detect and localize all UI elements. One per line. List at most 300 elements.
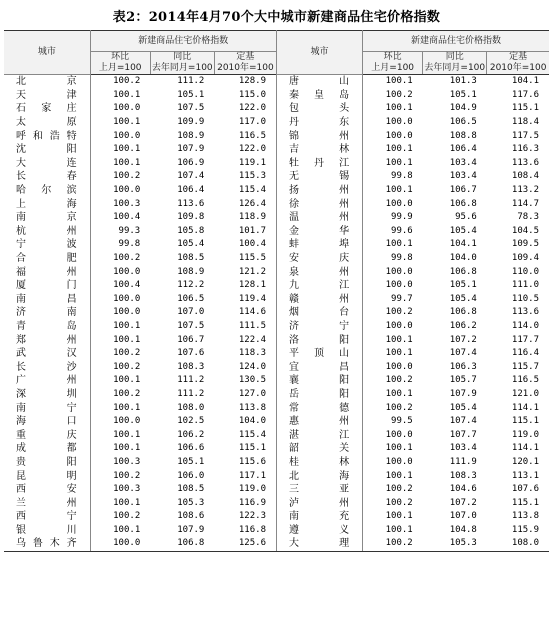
city-cell: 牡丹江: [276, 157, 362, 171]
yoy-cell: 108.0: [177, 402, 205, 413]
yoy-cell: 104.8: [449, 524, 477, 535]
mom-cell: 100.1: [385, 76, 413, 87]
yoy-cell: 107.9: [449, 388, 477, 399]
base-header-right: 定基 2010年=100: [487, 52, 549, 75]
base-cell: 111.5: [214, 320, 276, 334]
table-row: [4, 510, 549, 524]
city-cell: 南 充: [276, 510, 362, 524]
mom-cell: 100.0: [113, 185, 141, 196]
city-cell: 杭 州: [4, 225, 90, 239]
base-cell: 125.6: [214, 537, 276, 551]
city-cell: 北 京: [4, 75, 90, 89]
table-row: [4, 129, 549, 143]
mom-cell: 100.2: [113, 361, 141, 372]
base-cell: 122.3: [214, 510, 276, 524]
mom-cell: 100.0: [113, 103, 141, 114]
city-cell: 唐 山: [276, 75, 362, 89]
city-cell: 西 宁: [4, 510, 90, 524]
city-cell: 温 州: [276, 211, 362, 225]
base-cell: 118.4: [511, 117, 539, 128]
yoy-cell: 104.1: [449, 239, 477, 250]
city-cell: 泉 州: [276, 265, 362, 279]
base-cell: 122.4: [214, 333, 276, 347]
mom-cell: 100.1: [113, 402, 141, 413]
city-cell: 武 汉: [4, 347, 90, 361]
yoy-cell: 106.9: [177, 157, 205, 168]
base-cell: 113.8: [214, 401, 276, 415]
mom-cell: 100.2: [385, 375, 413, 386]
city-cell: 广 州: [4, 374, 90, 388]
mom-cell: 99.8: [391, 253, 413, 264]
base-cell: 114.7: [511, 198, 539, 209]
yoy-cell: 105.7: [449, 375, 477, 386]
mom-cell: 100.0: [113, 130, 141, 141]
yoy-cell: 106.3: [449, 361, 477, 372]
city-cell: 常 德: [276, 401, 362, 415]
mom-cell: 100.4: [113, 280, 141, 291]
base-cell: 120.1: [511, 456, 539, 467]
mom-cell: 100.0: [113, 416, 141, 427]
yoy-cell: 108.5: [177, 253, 205, 264]
base-cell: 113.2: [511, 185, 539, 196]
mom-cell: 99.3: [118, 225, 141, 236]
mom-cell: 100.1: [113, 117, 141, 128]
mom-cell: 100.1: [385, 103, 413, 114]
yoy-cell: 111.2: [177, 76, 205, 87]
base-cell: 119.0: [511, 429, 539, 440]
city-cell: 锦 州: [276, 129, 362, 143]
table-row: [4, 537, 549, 551]
city-cell: 包 头: [276, 102, 362, 116]
table-row: [4, 333, 549, 347]
yoy-cell: 107.0: [177, 307, 205, 318]
mom-cell: 100.1: [385, 185, 413, 196]
table-row: [4, 143, 549, 157]
mom-cell: 100.1: [385, 524, 413, 535]
mom-cell: 100.1: [113, 429, 141, 440]
city-cell: 天 津: [4, 89, 90, 103]
mom-cell: 99.6: [391, 225, 413, 236]
mom-cell: 100.1: [385, 388, 413, 399]
yoy-cell: 106.4: [449, 144, 477, 155]
mom-cell: 100.2: [385, 497, 413, 508]
mom-cell: 100.2: [113, 76, 141, 87]
base-cell: 111.0: [511, 280, 539, 291]
mom-cell: 100.1: [385, 511, 413, 522]
index-group-header-right: 新建商品住宅价格指数: [363, 31, 549, 52]
mom-cell: 99.5: [391, 416, 413, 427]
mom-cell: 100.0: [90, 537, 150, 551]
mom-cell: 100.0: [385, 361, 413, 372]
yoy-cell: 103.4: [449, 157, 477, 168]
base-cell: 115.3: [214, 170, 276, 184]
base-cell: 114.0: [511, 320, 539, 331]
mom-cell: 100.0: [385, 130, 413, 141]
mom-cell: 100.1: [113, 157, 141, 168]
mom-cell: 100.2: [113, 388, 141, 399]
base-cell: 114.6: [214, 306, 276, 320]
city-cell: 平顶山: [276, 347, 362, 361]
yoy-cell: 104.6: [449, 484, 477, 495]
base-cell: 100.4: [214, 238, 276, 252]
city-cell: 烟 台: [276, 306, 362, 320]
yoy-cell: 107.2: [449, 497, 477, 508]
base-cell: 113.6: [511, 307, 539, 318]
city-cell: 海 口: [4, 415, 90, 429]
mom-cell: 100.0: [385, 266, 413, 277]
city-cell: 蚌 埠: [276, 238, 362, 252]
city-cell: 哈尔滨: [4, 184, 90, 198]
city-cell: 遵 义: [276, 524, 362, 538]
yoy-cell: 109.8: [177, 212, 205, 223]
yoy-cell: 104.0: [449, 253, 477, 264]
table-row: [4, 197, 549, 211]
yoy-cell: 106.5: [177, 293, 205, 304]
base-cell: 130.5: [214, 374, 276, 388]
yoy-cell: 107.4: [177, 171, 205, 182]
base-cell: 113.8: [511, 511, 539, 522]
mom-cell: 100.2: [385, 484, 413, 495]
mom-cell: 100.1: [385, 470, 413, 481]
city-cell: 大 连: [4, 157, 90, 171]
yoy-cell: 105.1: [177, 89, 205, 100]
table-row: [4, 483, 549, 497]
mom-cell: 100.1: [385, 157, 413, 168]
base-cell: 114.1: [511, 402, 539, 413]
yoy-cell: 106.0: [177, 470, 205, 481]
yoy-cell: 104.9: [449, 103, 477, 114]
table-row: [4, 388, 549, 402]
yoy-cell: 107.9: [177, 524, 205, 535]
city-cell: 西 安: [4, 483, 90, 497]
base-cell: 109.4: [511, 253, 539, 264]
base-cell: 104.5: [511, 225, 539, 236]
table-row: [4, 265, 549, 279]
base-cell: 115.4: [214, 428, 276, 442]
mom-cell: 100.1: [113, 320, 141, 331]
city-cell: 宜 昌: [276, 360, 362, 374]
base-cell: 101.7: [214, 225, 276, 239]
table-row: [4, 374, 549, 388]
base-cell: 115.1: [511, 416, 539, 427]
mom-header-left: 环比 上月=100: [90, 52, 150, 75]
mom-header-right: 环比 上月=100: [363, 52, 423, 75]
city-cell: 深 圳: [4, 388, 90, 402]
table-row: [4, 415, 549, 429]
yoy-cell: 107.6: [177, 348, 205, 359]
yoy-cell: 112.2: [177, 280, 205, 291]
city-cell: 扬 州: [276, 184, 362, 198]
mom-cell: 99.8: [118, 239, 141, 250]
base-cell: 121.2: [214, 265, 276, 279]
city-cell: 安 庆: [276, 252, 362, 266]
yoy-cell: 109.9: [177, 117, 205, 128]
base-cell: 115.1: [214, 442, 276, 456]
base-cell: 104.1: [511, 76, 539, 87]
mom-cell: 100.1: [385, 334, 413, 345]
base-cell: 115.0: [214, 89, 276, 103]
yoy-cell: 105.8: [177, 225, 205, 236]
base-cell: 108.4: [511, 171, 539, 182]
base-cell: 117.6: [511, 89, 539, 100]
yoy-cell: 106.5: [449, 117, 477, 128]
city-cell: 秦皇岛: [276, 89, 362, 103]
base-cell: 128.1: [214, 279, 276, 293]
base-cell: 116.5: [214, 129, 276, 143]
city-cell: 兰 州: [4, 496, 90, 510]
table-row: [4, 524, 549, 538]
yoy-cell: 105.3: [423, 537, 487, 551]
city-cell: 南 宁: [4, 401, 90, 415]
table-row: [4, 469, 549, 483]
base-cell: 115.1: [511, 497, 539, 508]
yoy-cell: 107.5: [177, 103, 205, 114]
table-row: [4, 252, 549, 266]
yoy-cell: 106.6: [177, 443, 205, 454]
base-cell: 127.0: [214, 388, 276, 402]
yoy-cell: 105.1: [449, 89, 477, 100]
city-header-left: 城市: [4, 31, 90, 75]
yoy-cell: 102.5: [177, 416, 205, 427]
table-row: [4, 320, 549, 334]
base-cell: 122.0: [214, 102, 276, 116]
yoy-cell: 106.7: [177, 334, 205, 345]
mom-cell: 100.0: [385, 117, 413, 128]
city-cell: 银 川: [4, 524, 90, 538]
mom-cell: 100.1: [113, 497, 141, 508]
table-row: [4, 116, 549, 130]
city-cell: 南 昌: [4, 293, 90, 307]
city-cell: 惠 州: [276, 415, 362, 429]
yoy-cell: 105.4: [449, 402, 477, 413]
yoy-cell: 108.9: [177, 266, 205, 277]
yoy-cell: 107.2: [449, 334, 477, 345]
base-cell: 115.1: [511, 103, 539, 114]
mom-cell: 100.0: [113, 307, 141, 318]
base-cell: 113.6: [511, 157, 539, 168]
yoy-cell: 106.8: [449, 198, 477, 209]
yoy-cell: 106.8: [449, 266, 477, 277]
table-row: [4, 238, 549, 252]
mom-cell: 100.1: [113, 144, 141, 155]
table-title: 表2：2014年4月70个大中城市新建商品住宅价格指数: [112, 10, 441, 25]
city-cell: 徐 州: [276, 197, 362, 211]
city-cell: 南 京: [4, 211, 90, 225]
base-cell: 117.0: [214, 116, 276, 130]
table-row: [4, 306, 549, 320]
yoy-cell: 113.6: [177, 198, 205, 209]
mom-cell: 99.8: [391, 171, 413, 182]
base-cell: 118.9: [214, 211, 276, 225]
city-cell: 厦 门: [4, 279, 90, 293]
base-cell: 118.3: [214, 347, 276, 361]
mom-cell: 100.2: [113, 253, 141, 264]
yoy-cell: 105.4: [449, 293, 477, 304]
base-cell: 78.3: [517, 212, 539, 223]
yoy-cell: 105.3: [177, 497, 205, 508]
base-cell: 109.5: [511, 239, 539, 250]
city-cell: 呼和浩特: [4, 129, 90, 143]
city-cell: 沈 阳: [4, 143, 90, 157]
yoy-cell: 103.4: [449, 443, 477, 454]
table-row: [4, 184, 549, 198]
city-cell: 郑 州: [4, 333, 90, 347]
mom-cell: 100.3: [113, 484, 141, 495]
city-cell: 九 江: [276, 279, 362, 293]
yoy-cell: 95.6: [455, 212, 477, 223]
mom-cell: 100.0: [385, 456, 413, 467]
city-cell: 吉 林: [276, 143, 362, 157]
table-row: [4, 170, 549, 184]
city-cell: 石家庄: [4, 102, 90, 116]
yoy-cell: 108.6: [177, 511, 205, 522]
base-cell: 107.6: [511, 484, 539, 495]
city-cell: 泸 州: [276, 496, 362, 510]
base-cell: 116.4: [511, 348, 539, 359]
base-cell: 124.0: [214, 360, 276, 374]
city-cell: 金 华: [276, 225, 362, 239]
mom-cell: 100.0: [113, 266, 141, 277]
yoy-cell: 106.2: [449, 320, 477, 331]
yoy-cell: 107.0: [449, 511, 477, 522]
city-cell: 济 宁: [276, 320, 362, 334]
city-cell: 洛 阳: [276, 333, 362, 347]
yoy-cell: 107.5: [177, 320, 205, 331]
base-cell: 115.5: [214, 252, 276, 266]
price-index-table: [4, 30, 549, 552]
city-cell: 三 亚: [276, 483, 362, 497]
mom-cell: 100.1: [113, 375, 141, 386]
table-row: [4, 496, 549, 510]
mom-cell: 100.2: [385, 89, 413, 100]
base-cell: 115.9: [511, 524, 539, 535]
mom-cell: 100.0: [113, 293, 141, 304]
base-cell: 117.1: [214, 469, 276, 483]
city-header-right: 城市: [276, 31, 362, 75]
city-cell: 乌鲁木齐: [4, 537, 90, 551]
mom-cell: 99.9: [391, 212, 413, 223]
base-cell: 119.4: [214, 293, 276, 307]
yoy-cell: 105.4: [449, 225, 477, 236]
table-row: [4, 442, 549, 456]
yoy-cell: 108.3: [449, 470, 477, 481]
base-cell: 104.0: [214, 415, 276, 429]
base-header-left: 定基 2010年=100: [214, 52, 276, 75]
city-cell: 北 海: [276, 469, 362, 483]
city-cell: 湛 江: [276, 428, 362, 442]
mom-cell: 100.2: [113, 511, 141, 522]
table-row: [4, 225, 549, 239]
base-cell: 121.0: [511, 388, 539, 399]
base-cell: 116.3: [511, 144, 539, 155]
index-group-header-left: 新建商品住宅价格指数: [90, 31, 276, 52]
base-cell: 115.7: [511, 361, 539, 372]
mom-cell: 100.3: [113, 456, 141, 467]
yoy-cell: 106.8: [150, 537, 214, 551]
city-cell: 长 春: [4, 170, 90, 184]
yoy-cell: 108.9: [177, 130, 205, 141]
city-cell: 韶 关: [276, 442, 362, 456]
mom-cell: 100.3: [113, 198, 141, 209]
base-cell: 114.1: [511, 443, 539, 454]
yoy-cell: 108.5: [177, 484, 205, 495]
yoy-cell: 111.9: [449, 456, 477, 467]
mom-cell: 99.7: [391, 293, 413, 304]
city-cell: 济 南: [4, 306, 90, 320]
base-cell: 116.9: [214, 496, 276, 510]
mom-cell: 100.2: [113, 171, 141, 182]
city-cell: 宁 波: [4, 238, 90, 252]
mom-cell: 100.1: [113, 334, 141, 345]
base-cell: 110.5: [511, 293, 539, 304]
yoy-cell: 107.9: [177, 144, 205, 155]
base-cell: 122.0: [214, 143, 276, 157]
mom-cell: 100.2: [385, 307, 413, 318]
yoy-cell: 111.2: [177, 388, 205, 399]
yoy-cell: 106.7: [449, 185, 477, 196]
base-cell: 108.0: [487, 537, 549, 551]
base-cell: 115.6: [214, 456, 276, 470]
mom-cell: 100.2: [113, 348, 141, 359]
city-cell: 太 原: [4, 116, 90, 130]
table-row: [4, 428, 549, 442]
city-cell: 大 理: [276, 537, 362, 551]
mom-cell: 100.4: [113, 212, 141, 223]
table-row: [4, 102, 549, 116]
mom-cell: 100.0: [385, 429, 413, 440]
table-row: [4, 360, 549, 374]
yoy-cell: 108.8: [449, 130, 477, 141]
base-cell: 126.4: [214, 197, 276, 211]
city-cell: 长 沙: [4, 360, 90, 374]
city-cell: 襄 阳: [276, 374, 362, 388]
mom-cell: 100.2: [363, 537, 423, 551]
table-row: [4, 75, 549, 89]
city-cell: 丹 东: [276, 116, 362, 130]
yoy-cell: 103.4: [449, 171, 477, 182]
table-row: [4, 401, 549, 415]
yoy-cell: 107.4: [449, 416, 477, 427]
mom-cell: 100.2: [385, 402, 413, 413]
yoy-cell: 105.1: [177, 456, 205, 467]
base-cell: 115.4: [214, 184, 276, 198]
yoy-cell: 105.1: [449, 280, 477, 291]
city-cell: 福 州: [4, 265, 90, 279]
yoy-cell: 107.4: [449, 348, 477, 359]
table-row: [4, 293, 549, 307]
city-cell: 上 海: [4, 197, 90, 211]
base-cell: 116.8: [214, 524, 276, 538]
table-row: [4, 157, 549, 171]
yoy-cell: 106.8: [449, 307, 477, 318]
city-cell: 岳 阳: [276, 388, 362, 402]
table-row: [4, 456, 549, 470]
city-cell: 青 岛: [4, 320, 90, 334]
city-cell: 重 庆: [4, 428, 90, 442]
city-cell: 昆 明: [4, 469, 90, 483]
table-row: [4, 279, 549, 293]
base-cell: 117.5: [511, 130, 539, 141]
mom-cell: 100.1: [385, 443, 413, 454]
base-cell: 110.0: [511, 266, 539, 277]
yoy-cell: 106.2: [177, 429, 205, 440]
base-cell: 119.1: [214, 157, 276, 171]
yoy-cell: 111.2: [177, 375, 205, 386]
mom-cell: 100.0: [385, 280, 413, 291]
base-cell: 117.7: [511, 334, 539, 345]
yoy-header-right: 同比 去年同月=100: [424, 52, 486, 73]
city-cell: 合 肥: [4, 252, 90, 266]
